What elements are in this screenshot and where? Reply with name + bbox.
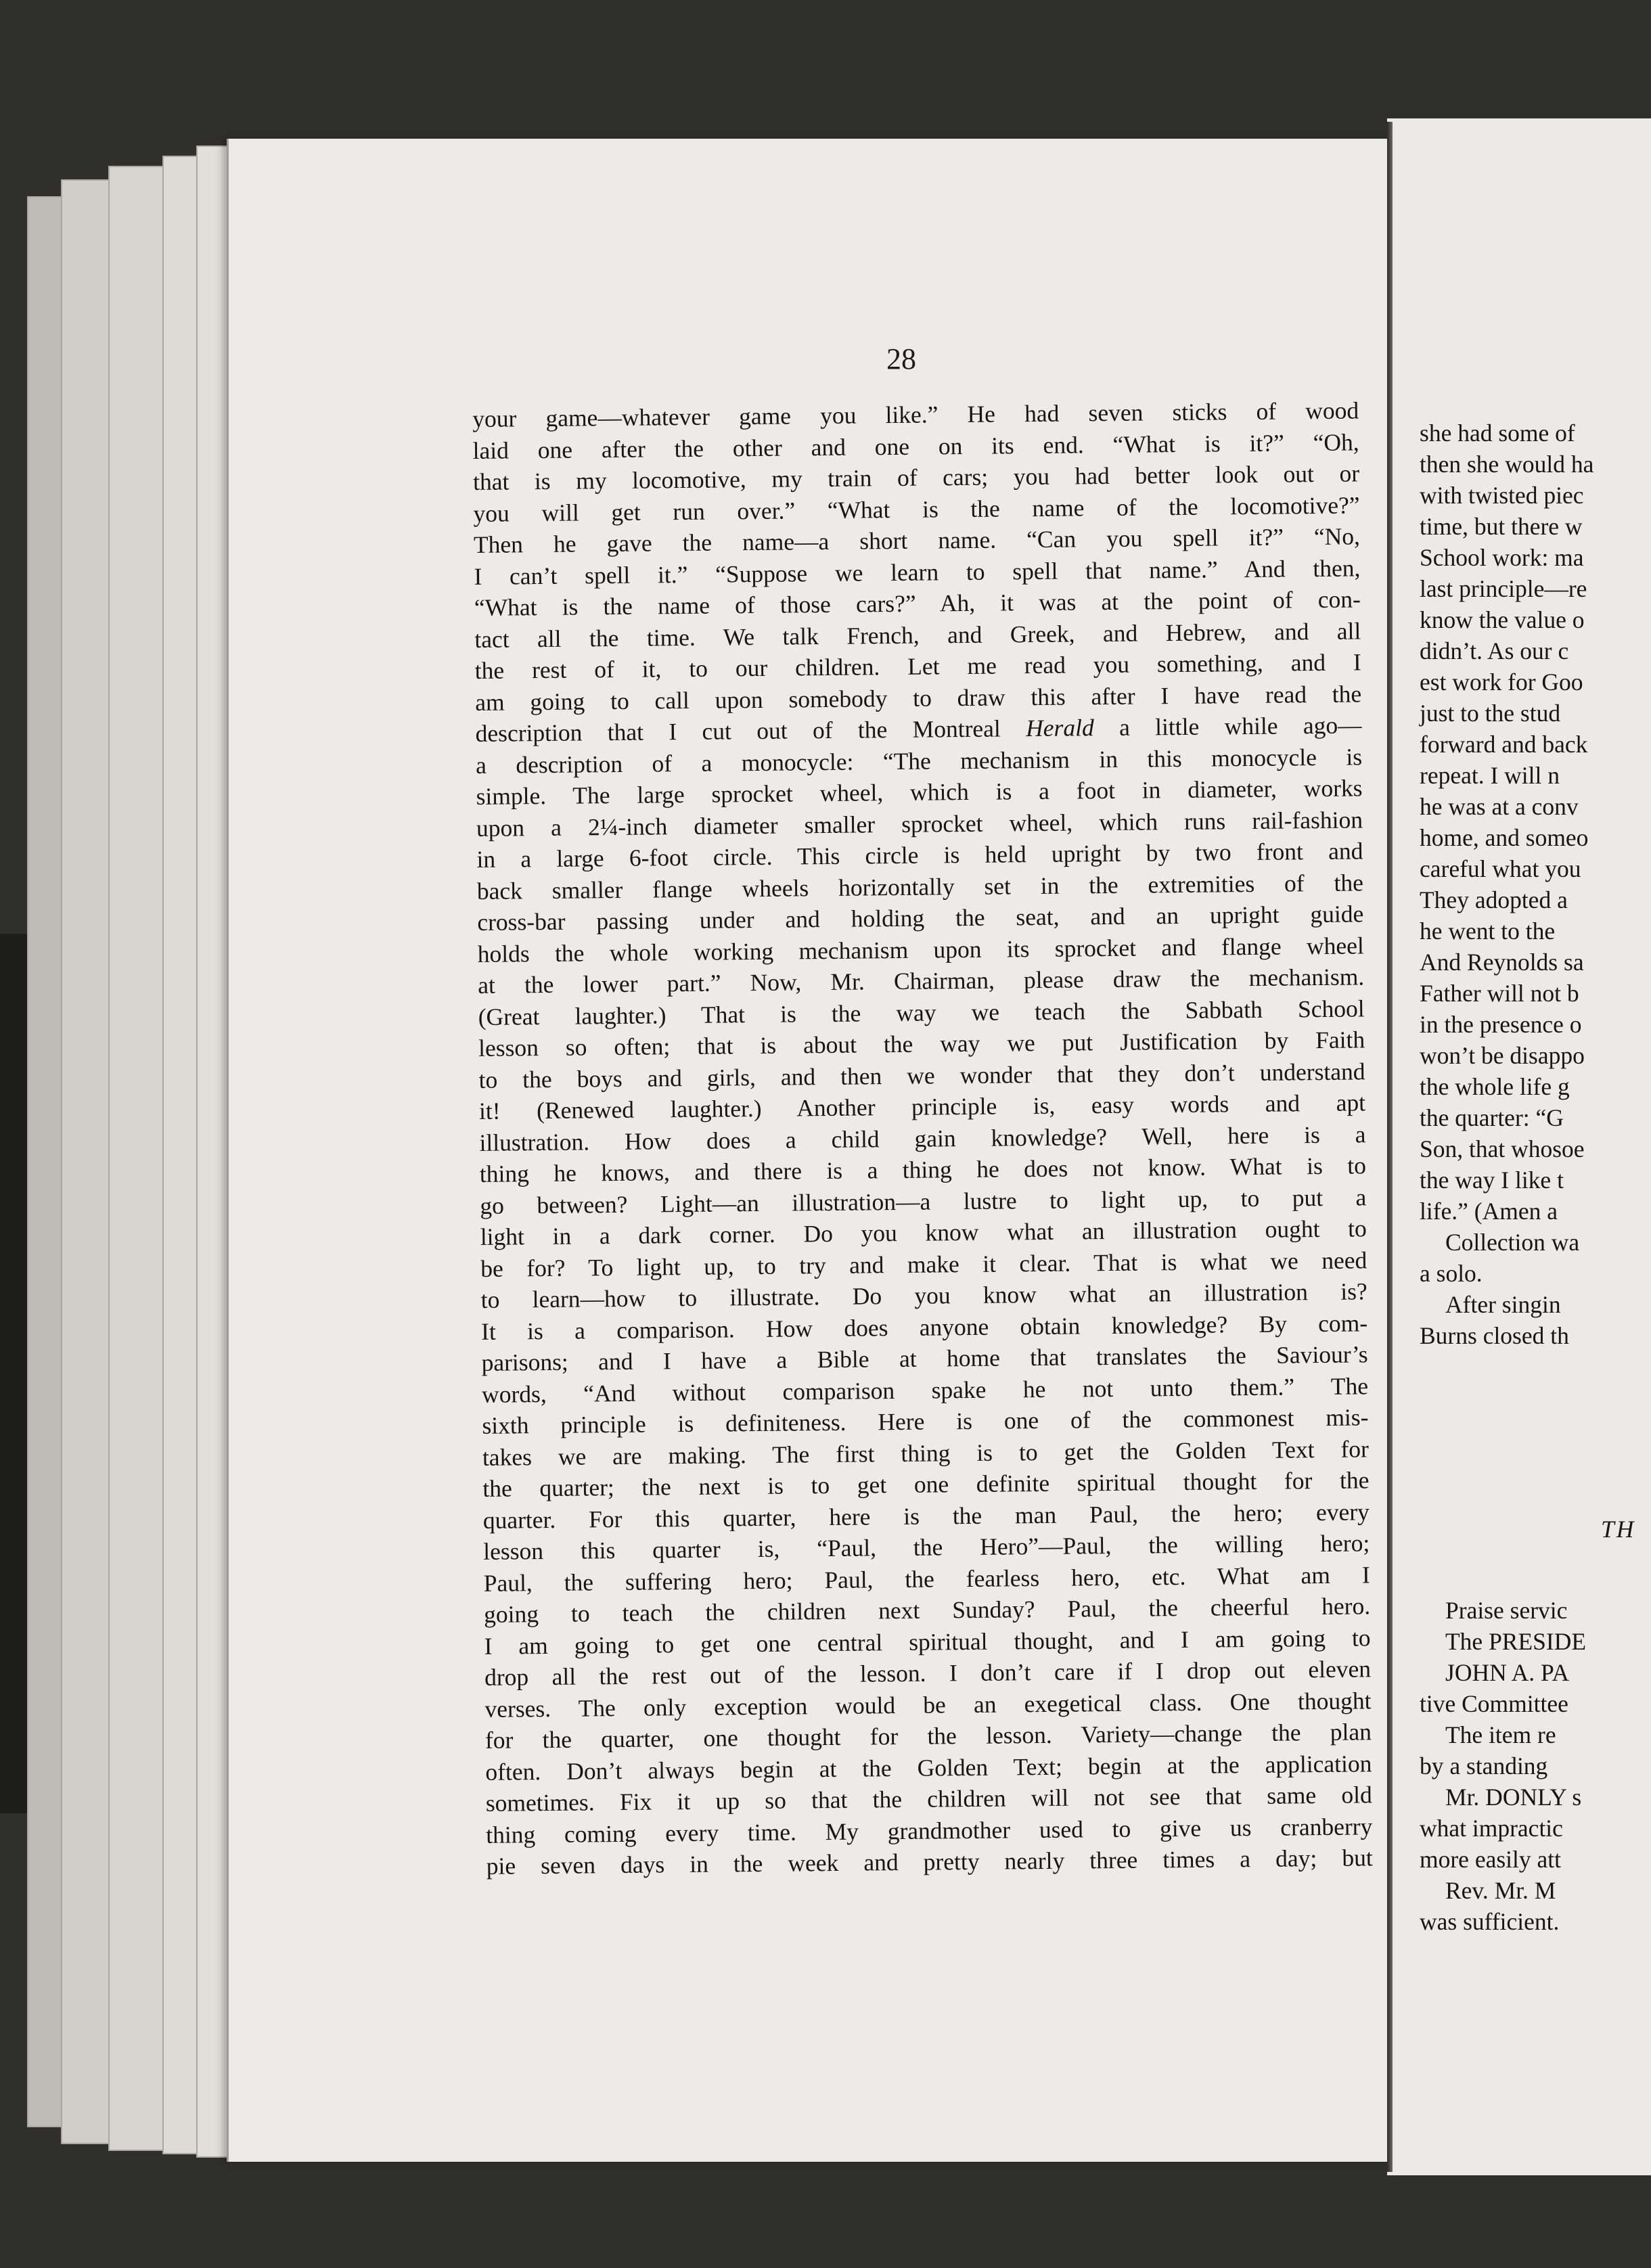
text-line: quarter. For this quarter, here is the man Paul, the hero; every [482, 1497, 1370, 1534]
text-line: thing coming every time. My grandmother used to give us cranberry [486, 1812, 1373, 1849]
text-line: I am going to get one central spiritual thought, and I am going to [484, 1623, 1371, 1660]
text-line: what impractic [1420, 1815, 1563, 1842]
text-line: go between? Light—an illustration—a lustre to light up, to put a [480, 1183, 1367, 1219]
text-line: repeat. I will n [1420, 762, 1560, 789]
text-line: The item re [1445, 1721, 1556, 1748]
text-line: The PRESIDE [1445, 1628, 1587, 1655]
text-line: Collection wa [1445, 1229, 1580, 1256]
text-line: am going to call upon somebody to draw this after I have read the [475, 679, 1362, 716]
text-line: Praise servic [1445, 1597, 1568, 1624]
text-line: the rest of it, to our children. Let me read you something, and I [474, 648, 1361, 684]
text-line: be for? To light up, to try and make it clear. That is what we need [480, 1246, 1367, 1282]
text-line: he was at a conv [1420, 793, 1579, 820]
text-line: thing he knows, and there is a thing he does not know. What is to [479, 1152, 1367, 1187]
text-line: by a standing [1420, 1752, 1548, 1779]
text-line: with twisted piec [1420, 482, 1584, 509]
text-line: words, “And without comparison spake he not unto them.” The [481, 1371, 1369, 1408]
text-line: Mr. DONLY s [1445, 1784, 1582, 1811]
text-line: verses. The only exception would be an exegetical class. One thought [484, 1686, 1372, 1723]
text-line: that is my locomotive, my train of cars; you had better look out or [472, 459, 1360, 495]
left-page-body-text [472, 394, 1373, 1882]
text-line: the way I like t [1420, 1166, 1564, 1194]
text-line: going to teach the children next Sunday? Paul, the cheerful hero. [483, 1592, 1371, 1628]
text-line: a solo. [1420, 1260, 1483, 1287]
text-line: After singin [1445, 1291, 1561, 1318]
text-line: light in a dark corner. Do you know what an illustration ought to [480, 1215, 1367, 1250]
text-line: in a large 6-foot circle. This circle is held upright by two front and [476, 837, 1363, 873]
text-line: simple. The large sprocket wheel, which is a foot in diameter, works [476, 774, 1363, 810]
text-line: time, but there w [1420, 513, 1583, 540]
text-line: lesson so often; that is about the way we put Justification by Faith [478, 1026, 1365, 1062]
text-line: JOHN A. PA [1445, 1659, 1570, 1686]
text-line: holds the whole working mechanism upon its sprocket and flange wheel [477, 931, 1364, 968]
text-line: forward and back [1420, 731, 1588, 758]
text-line: upon a 2¼-inch diameter smaller sprocket wheel, which runs rail-fashion [476, 805, 1363, 842]
text-line: “What is the name of those cars?” Ah, it was at the point of con- [474, 585, 1361, 621]
text-line: tact all the time. We talk French, and Greek, and Hebrew, and all [474, 616, 1361, 653]
text-line: est work for Goo [1420, 668, 1583, 696]
text-line: laid one after the other and one on its end. “What is it?” “Oh, [472, 428, 1359, 464]
text-line: tive Committee [1420, 1690, 1568, 1717]
text-line: was sufficient. [1420, 1908, 1560, 1935]
text-line: just to the stud [1420, 700, 1561, 727]
text-line: School work: ma [1420, 544, 1584, 571]
text-line: know the value o [1420, 606, 1585, 633]
text-line: Son, that whosoe [1420, 1135, 1585, 1162]
text-line: last principle—re [1420, 575, 1587, 602]
text-line: pie seven days in the week and pretty nearly three times a day; but [486, 1844, 1373, 1880]
text-line: lesson this quarter is, “Paul, the Hero”—Paul, the willing hero; [483, 1529, 1370, 1565]
text-line: careful what you [1420, 855, 1581, 882]
text-line: life.” (Amen a [1420, 1198, 1558, 1225]
text-line: often. Don’t always begin at the Golden Text; begin at the application [485, 1749, 1372, 1786]
text-line: for the quarter, one thought for the lesson. Variety—change the plan [484, 1718, 1372, 1754]
text-line: Father will not b [1420, 980, 1579, 1007]
text-line: Then he gave the name—a short name. “Can you spell it?” “No, [473, 522, 1361, 558]
text-line: in the presence o [1420, 1011, 1582, 1038]
text-line: illustration. How does a child gain knowledge? Well, here is a [479, 1120, 1366, 1156]
text-line: drop all the rest out of the lesson. I don’t care if I drop out eleven [484, 1655, 1372, 1691]
text-line: the quarter: “G [1420, 1104, 1564, 1131]
text-line: a description of a monocycle: “The mechanism in this monocycle is [475, 742, 1363, 779]
text-line: he went to the [1420, 917, 1556, 945]
text-line: They adopted a [1420, 886, 1568, 913]
text-line: to learn—how to illustrate. Do you know what an illustration is? [480, 1277, 1367, 1313]
book-gutter [1387, 122, 1393, 2172]
text-line: parisons; and I have a Bible at home that translates the Saviour’s [481, 1340, 1368, 1376]
text-line: I can’t spell it.” “Suppose we learn to spell that name.” And then, [474, 553, 1361, 590]
text-line: more easily att [1420, 1846, 1561, 1873]
text-line: And Reynolds sa [1420, 949, 1584, 976]
scanner-shadow [0, 934, 27, 1813]
text-line: to the boys and girls, and then we wonder that they don’t understand [478, 1057, 1365, 1093]
text-line: the whole life g [1420, 1073, 1570, 1100]
text-line: the quarter; the next is to get one definite spiritual thought for the [482, 1466, 1370, 1502]
text-line: description that I cut out of the Montreal Herald a little while ago— [475, 711, 1362, 747]
page-number: 28 [886, 342, 916, 376]
text-line: It is a comparison. How does anyone obtain knowledge? By com- [480, 1309, 1368, 1345]
text-line: didn’t. As our c [1420, 637, 1569, 664]
text-line: takes we are making. The first thing is to get the Golden Text for [482, 1434, 1370, 1471]
text-line: Rev. Mr. M [1445, 1877, 1556, 1904]
text-line: sometimes. Fix it up so that the children will not see that same old [485, 1781, 1372, 1817]
text-line: you will get run over.” “What is the name of the locomotive?” [473, 491, 1360, 527]
text-line: then she would ha [1420, 451, 1594, 478]
text-line: she had some of [1420, 419, 1575, 447]
text-line: it! (Renewed laughter.) Another principle is, easy words and apt [478, 1089, 1366, 1125]
text-line: Burns closed th [1420, 1322, 1569, 1349]
text-line: at the lower part.” Now, Mr. Chairman, please draw the mechanism. [478, 963, 1365, 999]
text-line: sixth principle is definiteness. Here is one of the commonest mis- [482, 1403, 1369, 1439]
text-line: Paul, the suffering hero; Paul, the fearless hero, etc. What am I [483, 1560, 1370, 1597]
section-heading: TH [1601, 1516, 1636, 1543]
text-line: home, and someo [1420, 824, 1589, 851]
right-page-body-text [1420, 417, 1651, 1937]
text-line: back smaller flange wheels horizontally set in the extremities of the [476, 868, 1364, 905]
text-line: won’t be disappo [1420, 1042, 1585, 1069]
text-line: (Great laughter.) That is the way we teach the Sabbath School [478, 994, 1365, 1030]
text-line: your game—whatever game you like.” He had seven sticks of wood [472, 396, 1359, 432]
text-line: cross-bar passing under and holding the seat, and an upright guide [477, 900, 1364, 936]
